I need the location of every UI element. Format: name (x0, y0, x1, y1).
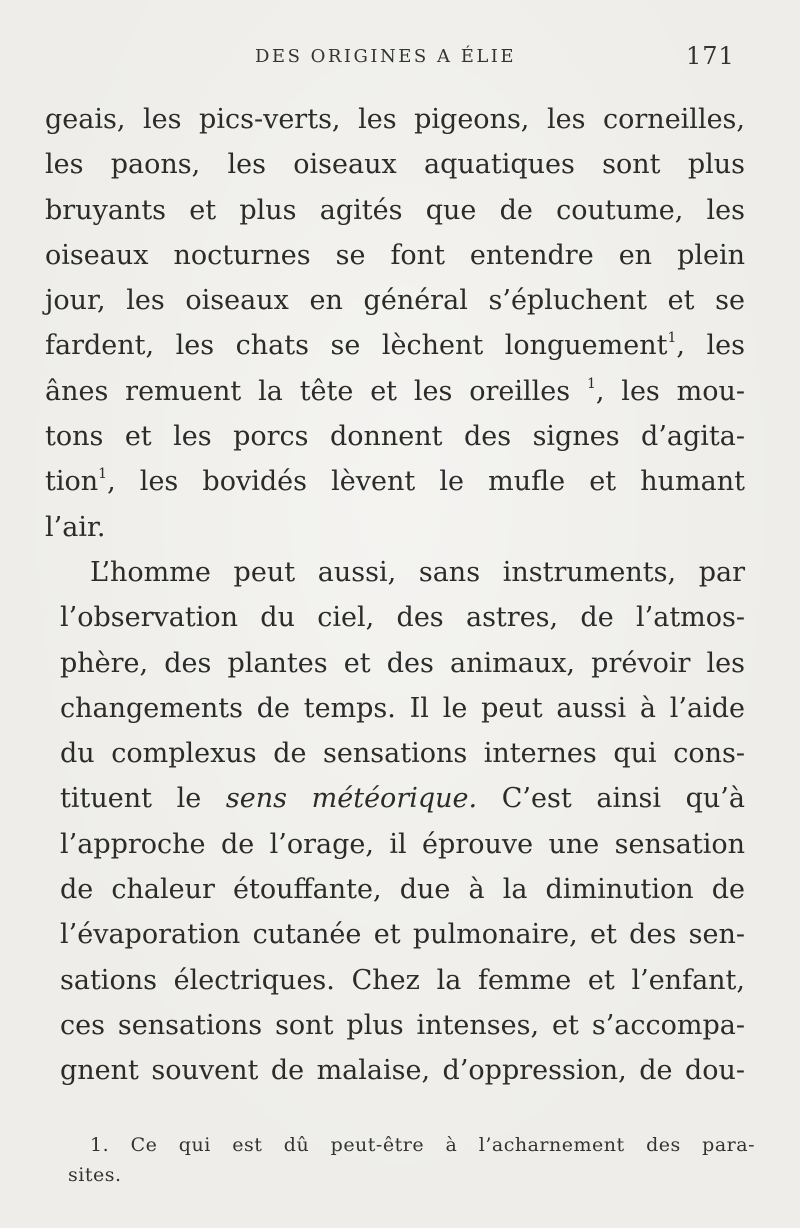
text-line: gnent souvent de malaise, d’oppression, de dou- (60, 1055, 745, 1087)
footnote-line: 1. Ce qui est dû peut-être à l’acharnement des para- (90, 1134, 755, 1156)
footnotes (68, 1130, 755, 1190)
text-segment: fardent, les chats se lèchent longuement (45, 330, 668, 362)
paragraph-2 (45, 550, 745, 1094)
text-line (45, 776, 745, 821)
text-line: l’observation du ciel, des astres, de l’atmos- (60, 602, 745, 634)
text-line: l’air. (45, 511, 106, 543)
text-line: changements de temps. Il le peut aussi à l’aide (60, 692, 745, 724)
text-line: jour, les oiseaux en général s’épluchent et se (45, 285, 745, 317)
text-line: phère, des plantes et des animaux, prévoir les (60, 647, 745, 679)
text-line: tons et les porcs donnent des signes d’agita- (45, 421, 745, 453)
italic-term: sens météorique. (225, 783, 478, 815)
text-line: sations électriques. Chez la femme et l’enfant, (60, 964, 745, 996)
text-line: les paons, les oiseaux aquatiques sont plus (45, 149, 745, 181)
footnote-mark: 1 (586, 375, 596, 392)
text-segment: , les (676, 330, 745, 362)
text-line (45, 323, 745, 368)
running-head (0, 44, 800, 74)
text-line: bruyants et plus agités que de coutume, les (45, 194, 745, 226)
paragraph-1 (45, 97, 745, 550)
text-line: l’approche de l’orage, il éprouve une sensation (60, 828, 745, 860)
text-line: geais, les pics-verts, les pigeons, les corneilles, (45, 104, 745, 135)
text-line: du complexus de sensations internes qui cons- (60, 738, 745, 770)
running-title: DES ORIGINES A ÉLIE (255, 46, 517, 67)
body-text (45, 97, 745, 1094)
footnote-line: sites. (68, 1164, 122, 1186)
text-segment: tion (45, 466, 99, 498)
text-line (45, 369, 745, 414)
text-line: l’évaporation cutanée et pulmonaire, et des sen- (60, 919, 745, 951)
text-line: oiseaux nocturnes se font entendre en plein (45, 239, 745, 271)
text-line: ces sensations sont plus intenses, et s’accompa- (60, 1009, 745, 1041)
text-line: de chaleur étouffante, due à la diminution de (60, 874, 745, 906)
footnote-mark: 1 (98, 466, 108, 483)
text-segment: , les bovidés lèvent le mufle et humant (107, 466, 745, 498)
page-number: 171 (686, 42, 735, 70)
footnote-mark: 1 (667, 330, 677, 347)
text-segment: tituent le (60, 783, 202, 815)
text-line: L’homme peut aussi, sans instruments, par (90, 556, 745, 588)
text-line (45, 459, 745, 504)
text-segment: ânes remuent la tête et les oreilles (45, 375, 571, 407)
text-segment: C’est ainsi qu’à (501, 783, 745, 815)
text-segment: , les mou- (595, 375, 745, 407)
